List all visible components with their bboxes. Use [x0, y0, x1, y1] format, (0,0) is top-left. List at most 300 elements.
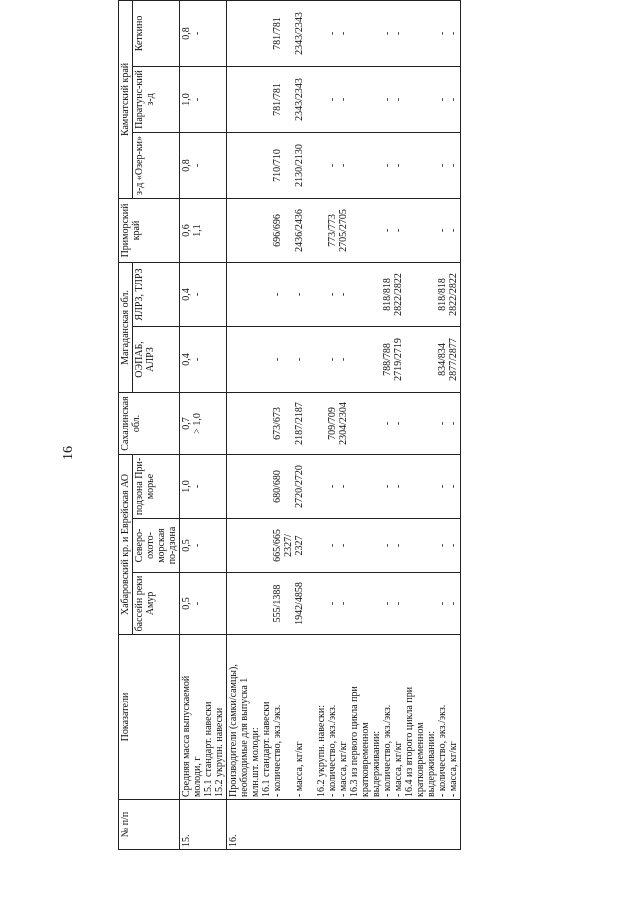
cell-line: -: [192, 543, 203, 548]
indicator-line: 16.2 укрупн. навески:: [316, 705, 327, 797]
cell: [180, 392, 227, 454]
cell-line: -: [393, 601, 404, 606]
sub-primorye: подзона При-морье: [133, 454, 180, 518]
cell-line: -: [192, 163, 203, 168]
cell-line: 2720/2720: [294, 465, 305, 508]
cell-line: [349, 265, 360, 324]
cell-line: -: [327, 163, 338, 168]
cell-line: [250, 521, 261, 570]
cell-line: [239, 575, 250, 632]
indicator-line: [305, 637, 316, 797]
indicator-line: кратковременном: [415, 722, 426, 797]
cell-line: -: [192, 97, 203, 102]
cell-line: 2327/: [283, 534, 294, 557]
cell-line: -: [272, 357, 283, 362]
rotated-table-wrapper: [118, 10, 558, 850]
cell-line: -: [382, 31, 393, 36]
cell-line: -: [272, 292, 283, 297]
cell-line: [371, 201, 382, 260]
table-row: [180, 0, 227, 849]
indicator-line: 15.2 укрупн. навески: [214, 707, 225, 797]
indicator-line: - масса, кг/кг: [294, 741, 305, 797]
cell-line: [316, 201, 327, 260]
cell-line: -: [437, 228, 448, 233]
cell-line: 680/680: [272, 470, 283, 503]
cell-line: -: [294, 292, 305, 297]
cell-line: [283, 3, 294, 64]
cell-line: -: [338, 357, 349, 362]
cell-line: [349, 575, 360, 632]
cell-line: -: [382, 97, 393, 102]
cell-line: -: [393, 421, 404, 426]
group-magadan: Магаданская обл.: [119, 262, 133, 392]
cell-line: [404, 521, 415, 570]
cell-line: [360, 395, 371, 452]
cell-line: -: [327, 543, 338, 548]
cell-line: [360, 575, 371, 632]
cell-line: -: [192, 601, 203, 606]
cell: [180, 66, 227, 132]
cell-line: [283, 135, 294, 196]
cell-line: [404, 3, 415, 64]
group-primorsky: Приморский край: [119, 198, 180, 262]
indicator-line: - количество, экз./экз.: [437, 704, 448, 797]
row-indicator: [180, 635, 227, 800]
cell-line: 818/818: [382, 278, 393, 311]
row-indicator: [227, 635, 461, 800]
cell-line: [316, 69, 327, 130]
cell: [180, 519, 227, 573]
cell-line: [239, 329, 250, 390]
cell-line: [239, 265, 250, 324]
cell-line: 773/773: [327, 214, 338, 247]
indicator-line: - количество, экз./экз.: [272, 704, 283, 797]
cell-line: [283, 265, 294, 324]
cell-line: [316, 329, 327, 390]
cell-line: [316, 395, 327, 452]
cell-line: [261, 201, 272, 260]
indicator-line: [283, 637, 294, 797]
sub-ozerki: з-д «Озер-ки»: [133, 132, 180, 198]
cell-line: -: [382, 484, 393, 489]
cell-line: -: [338, 601, 349, 606]
cell-line: [426, 457, 437, 516]
cell-line: [283, 329, 294, 390]
cell: [227, 132, 461, 198]
cell-line: [415, 201, 426, 260]
cell-line: -: [437, 31, 448, 36]
cell-line: [415, 135, 426, 196]
cell-line: [360, 135, 371, 196]
cell-line: [316, 521, 327, 570]
cell-line: [261, 135, 272, 196]
cell-line: -: [393, 163, 404, 168]
cell-line: -: [338, 292, 349, 297]
cell-line: [349, 3, 360, 64]
cell-line: -: [327, 31, 338, 36]
cell-line: [371, 265, 382, 324]
cell-line: 2719/2719: [393, 338, 404, 381]
indicator-line: 15.1 стандарт. навески: [203, 701, 214, 797]
row-num: 15.: [180, 800, 227, 850]
cell-line: [415, 69, 426, 130]
cell-line: 834/834: [437, 343, 448, 376]
cell-line: -: [327, 97, 338, 102]
cell-line: [426, 201, 437, 260]
indicator-line: Средняя масса выпускаемой: [181, 675, 192, 797]
cell-line: 673/673: [272, 407, 283, 440]
cell-line: [404, 265, 415, 324]
cell-line: 1,1: [192, 224, 203, 237]
indicator-line: выдерживании:: [426, 730, 437, 797]
cell-line: [404, 395, 415, 452]
cell-line: [305, 135, 316, 196]
cell-line: [316, 3, 327, 64]
cell-line: -: [382, 543, 393, 548]
group-kamchatka: Камчатский край: [119, 0, 133, 198]
cell-line: -: [294, 357, 305, 362]
cell-line: [261, 457, 272, 516]
cell-line: [349, 201, 360, 260]
cell-line: [228, 3, 239, 64]
cell-line: -: [382, 228, 393, 233]
cell-line: [305, 395, 316, 452]
cell: [180, 198, 227, 262]
cell-line: [426, 3, 437, 64]
cell-line: [305, 69, 316, 130]
cell-line: 1942/4858: [294, 582, 305, 625]
cell-line: [239, 135, 250, 196]
cell-line: [415, 395, 426, 452]
cell-line: [360, 265, 371, 324]
cell-line: [250, 265, 261, 324]
cell-line: [228, 69, 239, 130]
cell-line: [316, 457, 327, 516]
cell-line: [239, 201, 250, 260]
cell-line: [261, 521, 272, 570]
cell: [227, 392, 461, 454]
cell-line: [426, 265, 437, 324]
sub-okhotsk: Северо-охото-морская по-дзона: [133, 519, 180, 573]
cell-line: 709/709: [327, 407, 338, 440]
cell: [227, 262, 461, 326]
cell-line: [426, 521, 437, 570]
cell-line: 1,0: [181, 480, 192, 493]
cell-line: -: [448, 421, 459, 426]
indicator-line: выдерживании:: [371, 730, 382, 797]
cell-line: [371, 521, 382, 570]
cell-line: [404, 329, 415, 390]
indicator-line: - масса, кг/кг: [338, 741, 349, 797]
cell-line: 0,8: [181, 27, 192, 40]
cell-line: [404, 135, 415, 196]
cell-line: [404, 201, 415, 260]
cell-line: [360, 3, 371, 64]
cell-line: 2343/2343: [294, 12, 305, 55]
cell-line: 781/781: [272, 17, 283, 50]
cell-line: -: [327, 357, 338, 362]
sub-amur: бассейн реки Амур: [133, 573, 180, 635]
cell-line: 2130/2130: [294, 144, 305, 187]
cell-line: 2822/2822: [393, 273, 404, 316]
cell-line: [360, 521, 371, 570]
cell-line: 665/665: [272, 529, 283, 562]
cell-line: 2343/2343: [294, 78, 305, 121]
cell-line: 781/781: [272, 83, 283, 116]
sub-oepab: ОЭПАБ, АЛРЗ: [133, 326, 180, 392]
cell-line: -: [382, 601, 393, 606]
cell-line: [305, 521, 316, 570]
cell-line: > 1,0: [192, 413, 203, 434]
cell-line: 0,5: [181, 539, 192, 552]
cell-line: [349, 329, 360, 390]
cell-line: -: [393, 484, 404, 489]
cell-line: -: [327, 601, 338, 606]
cell-line: [360, 201, 371, 260]
cell-line: [250, 395, 261, 452]
cell-line: -: [437, 97, 448, 102]
cell-line: 0,4: [181, 288, 192, 301]
cell-line: 555/1388: [272, 584, 283, 623]
cell-line: [305, 265, 316, 324]
cell-line: -: [437, 421, 448, 426]
cell-line: [316, 265, 327, 324]
cell-line: -: [437, 163, 448, 168]
cell-line: -: [327, 292, 338, 297]
cell-line: [316, 135, 327, 196]
cell-line: -: [393, 31, 404, 36]
cell-line: [239, 457, 250, 516]
cell: [227, 198, 461, 262]
cell-line: [426, 135, 437, 196]
cell-line: -: [192, 357, 203, 362]
cell-line: [426, 69, 437, 130]
cell: [227, 66, 461, 132]
cell-line: [250, 457, 261, 516]
cell-line: [404, 69, 415, 130]
cell-line: [426, 575, 437, 632]
cell-line: [305, 575, 316, 632]
cell-line: [415, 265, 426, 324]
cell-line: -: [437, 484, 448, 489]
cell: [180, 132, 227, 198]
cell-line: [415, 329, 426, 390]
cell-line: -: [448, 31, 459, 36]
cell-line: -: [448, 543, 459, 548]
cell: [180, 326, 227, 392]
indicator-line: кратковременном: [360, 722, 371, 797]
cell: [227, 519, 461, 573]
cell-line: [349, 69, 360, 130]
cell-line: 0,5: [181, 597, 192, 610]
cell-line: [250, 575, 261, 632]
col-indicator-header: Показатели: [119, 635, 180, 800]
cell-line: [371, 395, 382, 452]
cell-line: [404, 457, 415, 516]
cell-line: [415, 457, 426, 516]
cell-line: -: [327, 484, 338, 489]
cell-line: [250, 201, 261, 260]
cell-line: [305, 3, 316, 64]
cell-line: 0,8: [181, 159, 192, 172]
cell-line: [415, 521, 426, 570]
page-number: 16: [61, 446, 76, 460]
cell-line: [283, 69, 294, 130]
cell-line: [250, 135, 261, 196]
cell-line: -: [338, 484, 349, 489]
cell-line: [239, 521, 250, 570]
cell-line: -: [192, 484, 203, 489]
indicator-line: 16.1 стандарт. навески: [261, 701, 272, 797]
cell-line: [228, 265, 239, 324]
cell-line: 0,4: [181, 353, 192, 366]
cell-line: [261, 395, 272, 452]
cell-line: [250, 69, 261, 130]
cell-line: 710/710: [272, 149, 283, 182]
cell-line: [349, 395, 360, 452]
indicator-line: - масса, кг/кг: [448, 741, 459, 797]
cell: [227, 326, 461, 392]
cell-line: [415, 3, 426, 64]
cell-line: [371, 3, 382, 64]
cell-line: [371, 575, 382, 632]
cell-line: [283, 201, 294, 260]
cell-line: [250, 3, 261, 64]
cell-line: [239, 69, 250, 130]
cell-line: -: [393, 97, 404, 102]
cell-line: [283, 395, 294, 452]
cell-line: 0,7: [181, 417, 192, 430]
cell-line: [316, 575, 327, 632]
sub-paratunka: Паратунс-кий з-д: [133, 66, 180, 132]
cell-line: -: [448, 484, 459, 489]
cell-line: [349, 521, 360, 570]
cell-line: [360, 69, 371, 130]
group-khabarovsk: Хабаровский кр. и Еврейская АО: [119, 454, 133, 634]
cell-line: -: [393, 543, 404, 548]
cell-line: [261, 329, 272, 390]
indicator-line: необходимые для выпуска 1: [239, 677, 250, 797]
cell-line: [371, 135, 382, 196]
sub-ketkino: Кеткино: [133, 0, 180, 66]
header-row-groups: [119, 0, 133, 849]
sub-yalrz: ЯЛРЗ, ТЛРЗ: [133, 262, 180, 326]
cell-line: -: [338, 543, 349, 548]
cell-line: 788/788: [382, 343, 393, 376]
cell-line: [228, 395, 239, 452]
cell-line: [349, 457, 360, 516]
cell-line: [261, 69, 272, 130]
indicator-line: - количество, экз./экз.: [327, 704, 338, 797]
cell-line: [239, 395, 250, 452]
indicator-line: 16.4 из второго цикла при: [404, 686, 415, 797]
cell-line: -: [448, 97, 459, 102]
indicator-line: 16.3 из первого цикла при: [349, 686, 360, 797]
table-row: [227, 0, 461, 849]
cell-line: 2705/2705: [338, 209, 349, 252]
cell-line: 2822/2822: [448, 273, 459, 316]
data-table: [118, 0, 461, 850]
indicator-line: молоди, г: [192, 756, 203, 797]
cell-line: -: [448, 228, 459, 233]
cell-line: -: [393, 228, 404, 233]
cell: [227, 0, 461, 66]
cell-line: 696/696: [272, 214, 283, 247]
cell-line: 0,6: [181, 224, 192, 237]
indicator-line: - масса, кг/кг: [393, 741, 404, 797]
cell-line: 2187/2187: [294, 402, 305, 445]
cell-line: -: [448, 163, 459, 168]
col-num-header: № п/п: [119, 800, 180, 850]
cell-line: [239, 3, 250, 64]
row-num: 16.: [227, 800, 461, 850]
cell-line: [283, 457, 294, 516]
cell: [180, 573, 227, 635]
cell-line: [404, 575, 415, 632]
cell-line: [426, 395, 437, 452]
cell-line: [349, 135, 360, 196]
indicator-line: Производители (самки/самцы),: [228, 664, 239, 797]
cell-line: 1,0: [181, 93, 192, 106]
cell-line: -: [192, 292, 203, 297]
cell-line: [371, 329, 382, 390]
cell-line: -: [382, 421, 393, 426]
indicator-line: млн.шт. молоди:: [250, 727, 261, 797]
cell-line: [415, 575, 426, 632]
cell-line: [261, 575, 272, 632]
cell-line: [228, 135, 239, 196]
cell-line: 2304/2304: [338, 402, 349, 445]
cell-line: [305, 329, 316, 390]
cell-line: 818/818: [437, 278, 448, 311]
cell: [180, 0, 227, 66]
cell: [227, 454, 461, 518]
indicator-line: - количество, экз./экз.: [382, 704, 393, 797]
cell-line: -: [448, 601, 459, 606]
cell-line: [250, 329, 261, 390]
cell-line: [228, 575, 239, 632]
cell-line: -: [338, 163, 349, 168]
cell-line: -: [338, 97, 349, 102]
cell: [227, 573, 461, 635]
cell-line: -: [437, 601, 448, 606]
cell: [180, 262, 227, 326]
cell-line: [228, 521, 239, 570]
cell-line: [360, 457, 371, 516]
cell-line: 2436/2436: [294, 209, 305, 252]
cell-line: [426, 329, 437, 390]
cell-line: [371, 457, 382, 516]
cell-line: [305, 201, 316, 260]
cell-line: [228, 201, 239, 260]
cell-line: -: [338, 31, 349, 36]
cell-line: -: [192, 31, 203, 36]
cell-line: 2877/2877: [448, 338, 459, 381]
group-sakhalin: Сахалинская обл.: [119, 392, 180, 454]
cell-line: [228, 329, 239, 390]
cell-line: [360, 329, 371, 390]
cell-line: [261, 3, 272, 64]
cell-line: [261, 265, 272, 324]
cell-line: -: [382, 163, 393, 168]
cell: [180, 454, 227, 518]
cell-line: [305, 457, 316, 516]
cell-line: 2327: [294, 535, 305, 556]
cell-line: [283, 575, 294, 632]
cell-line: -: [437, 543, 448, 548]
cell-line: [371, 69, 382, 130]
cell-line: [228, 457, 239, 516]
